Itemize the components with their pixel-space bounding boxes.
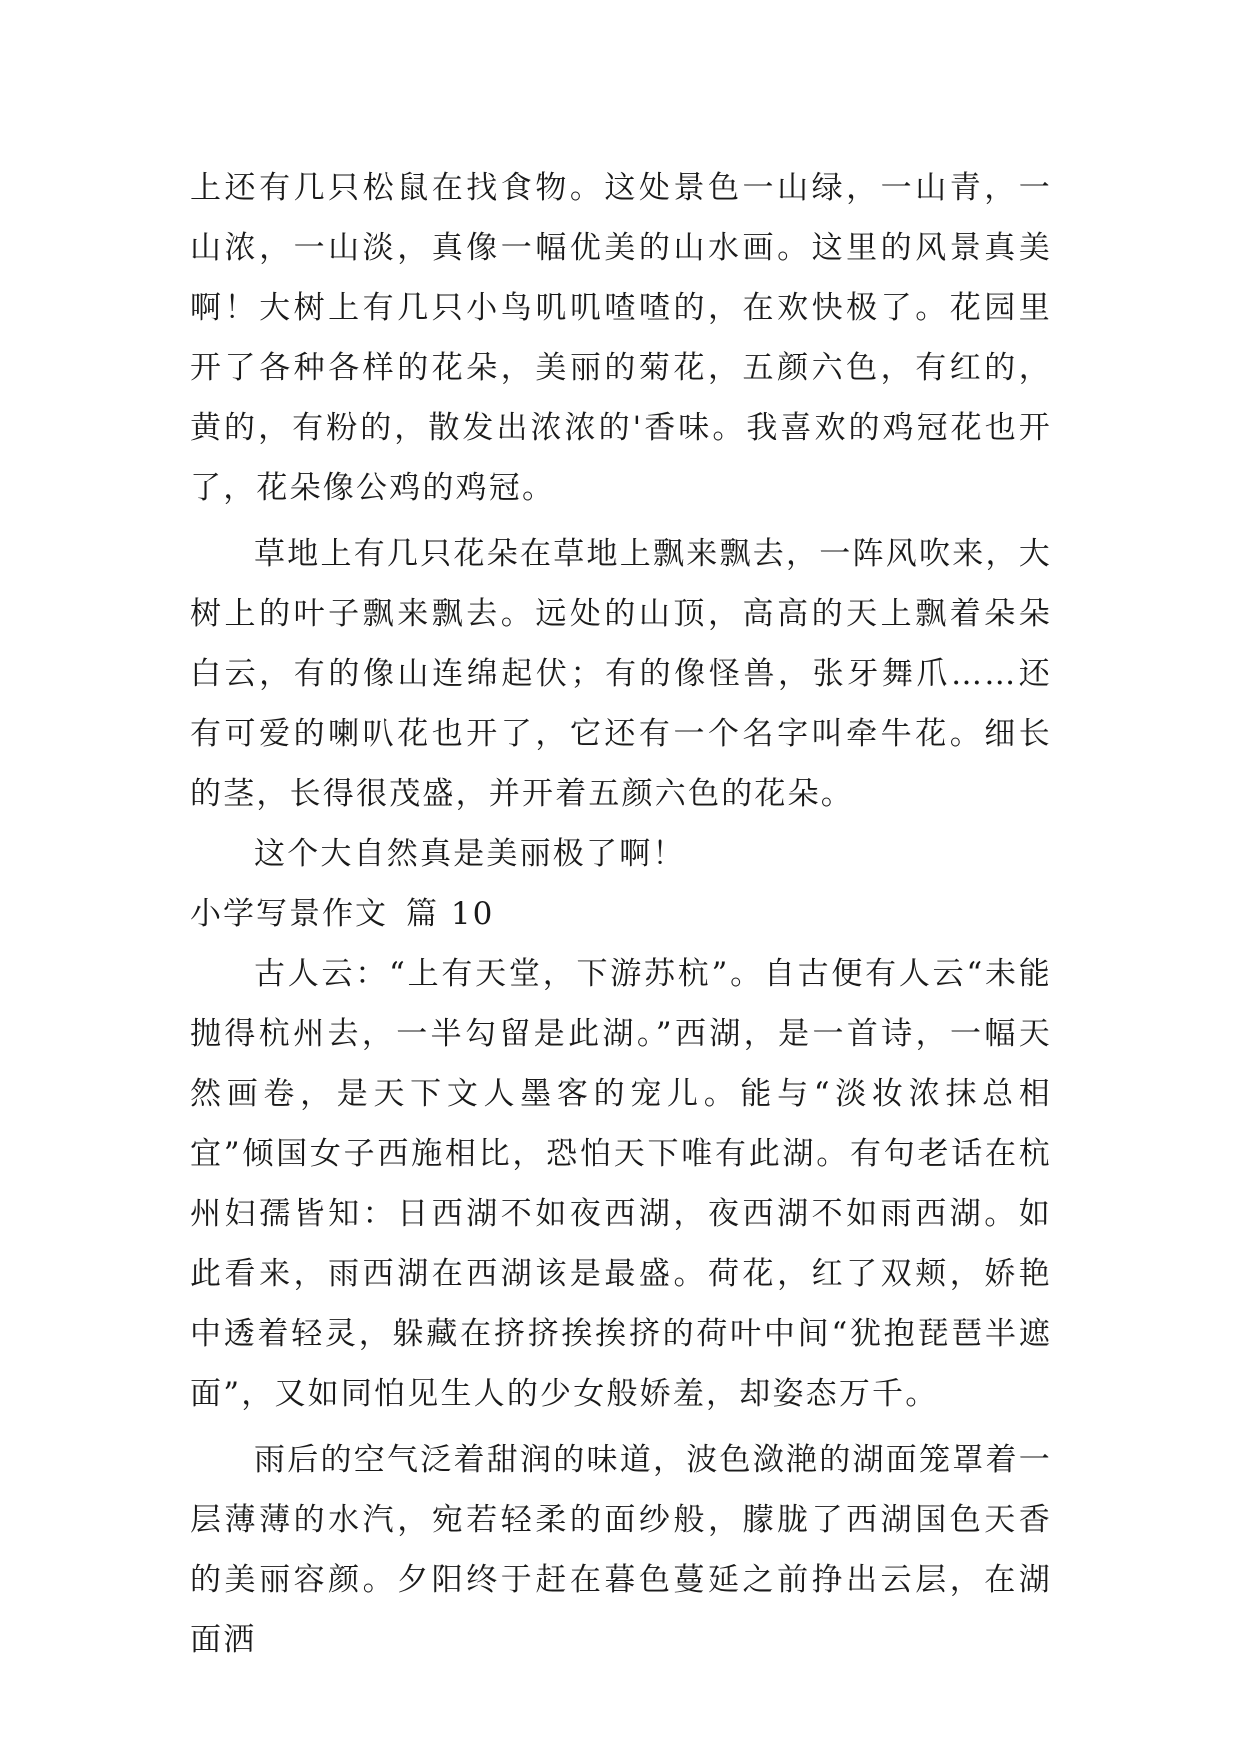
paragraph-scenery-mountains: 上还有几只松鼠在找食物。这处景色一山绿，一山青，一山浓，一山淡，真像一幅优美的山水画。这里的风景真美啊！大树上有几只小鸟叽叽喳喳的，在欢快极了。花园里开了各种各样的花朵，美丽的菊花，五颜六色，有红的，黄的，有粉的，散发出浓浓的'香味。我喜欢的鸡冠花也开了，花朵像公鸡的鸡冠。 [190,170,1052,506]
section-heading-number: 篇 10 [406,896,495,932]
paragraph-west-lake-intro: 古人云：“上有天堂，下游苏杭”。自古便有人云“未能抛得杭州去，一半勾留是此湖。”西湖，是一首诗，一幅天然画卷，是天下文人墨客的宠儿。能与“淡妆浓抹总相宜”倾国女子西施相比，恐怕天下唯有此湖。有句老话在杭州妇孺皆知：日西湖不如夜西湖，夜西湖不如雨西湖。如此看来，雨西湖在西湖该是最盛。荷花，红了双颊，娇艳中透着轻灵，躲藏在挤挤挨挨挤的荷叶中间“犹抱琵琶半遮面”，又如同怕见生人的少女般娇羞，却姿态万千。 [190,956,1052,1412]
document-body [190,158,1052,1670]
section-heading [190,884,1052,944]
section-heading-title: 小学写景作文 [190,896,388,932]
paragraph-after-rain: 雨后的空气泛着甜润的味道，波色潋滟的湖面笼罩着一层薄薄的水汽，宛若轻柔的面纱般，朦胧了西湖国色天香的美丽容颜。夕阳终于赶在暮色蔓延之前挣出云层，在湖面洒 [190,1442,1052,1658]
paragraph-grass-flowers: 草地上有几只花朵在草地上飘来飘去，一阵风吹来，大树上的叶子飘来飘去。远处的山顶，高高的天上飘着朵朵白云，有的像山连绵起伏；有的像怪兽，张牙舞爪……还有可爱的喇叭花也开了，它还有一个名字叫牵牛花。细长的茎，长得很茂盛，并开着五颜六色的花朵。 [190,536,1052,812]
paragraph-nature-beautiful: 这个大自然真是美丽极了啊！ [254,836,686,872]
